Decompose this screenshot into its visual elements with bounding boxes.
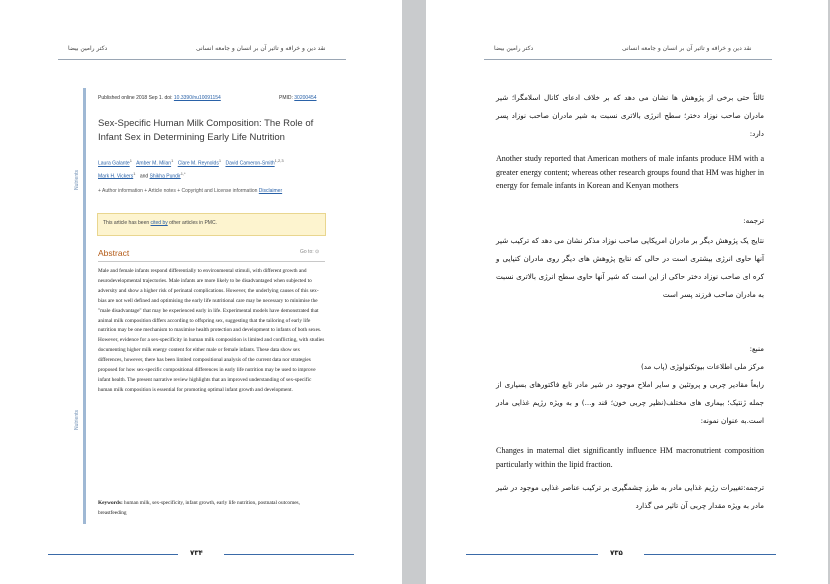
cited-pre: This article has been bbox=[103, 220, 150, 226]
author-affil: 1,* bbox=[180, 170, 186, 176]
disclaimer-link[interactable]: Disclaimer bbox=[258, 188, 283, 194]
keywords bbox=[98, 499, 325, 519]
paragraph-4: ترجمه:تغییرات رژیم غذایی مادر به طرز چشمگیری بر ترکیب عناصر غذایی موجود در شیر مادر به ویژه مقدار چربی آن تاثیر می گذارد bbox=[496, 483, 764, 510]
header-author: دکتر رامین بیضا bbox=[494, 45, 534, 52]
article-side-bar bbox=[83, 88, 86, 524]
paragraph-1: ثالثاً حتی برخی از پژوهش ها نشان می دهد که بر خلاف ادعای کانال اسلامگرا؛ شیر مادران صاحب نوزاد دختر؛ سطح انرژی بالاتری نسبت به شیر مادران صاحب نوزاد پسر دارد: bbox=[496, 93, 764, 138]
author-link[interactable]: Laura Galante bbox=[98, 160, 130, 167]
source-name: مرکز ملی اطلاعات بیوتکنولوژی (پاب مد) bbox=[640, 362, 764, 371]
author-link[interactable]: Clare M. Reynolds bbox=[177, 160, 219, 167]
side-label-bottom: Nutrients bbox=[74, 410, 80, 431]
author-link[interactable]: David Cameron-Smith bbox=[225, 160, 275, 167]
translation-label: ترجمه: bbox=[743, 216, 764, 225]
cited-by-text bbox=[103, 220, 217, 226]
footer-line-left bbox=[48, 554, 178, 555]
page-number: ۷۳۴ bbox=[190, 549, 203, 557]
published-text: Published online 2018 Sep 1. doi: bbox=[98, 95, 173, 101]
source-label: منبع: bbox=[749, 344, 764, 353]
cited-post: other articles in PMC. bbox=[169, 220, 217, 226]
abstract-text: Male and female infants respond differentially to environmental stimuli, with different growth and neurodevelopmental trajectories. Male infants are more likely to be disadvantaged when subjected to adversity and show a higher risk of perinatal complications. However, the underlying causes of this sex-bias are not well defined and optimising the early life nutritional care may be necessary to minimise the "male disadvantage" that may be experienced early in life. Experimental models have demonstrated that animal milk composition differs according to offspring sex, suggesting that the tailoring of early life nutrition may be one mechanism to maximise health protection and development to infants of both sexes. However, evidence for a sex-specificity in human milk composition is limited and conflicting, with studies documenting higher milk energy content for either male or female infants. These data show sex differences, however, there has been limited compositional analysis of the current data nor strategies proposed for how sex-specific compositional differences in early life nutrition may be used to improve infant health. The present narrative review highlights that an improved understanding of sex-specific human milk composition is essential for promoting optimal infant growth and development. bbox=[98, 268, 325, 393]
footer-line-right bbox=[644, 554, 776, 555]
page-number: ۷۳۵ bbox=[610, 549, 623, 557]
abstract-heading: Abstract bbox=[98, 248, 130, 258]
author-link[interactable]: Amber M. Milan bbox=[136, 160, 172, 167]
english-quote-1: Another study reported that American mothers of male infants produce HM with a greater energy content; whereas other research groups found that HM was higher in energy for female infants in Korean and Kenyan mothers bbox=[496, 154, 764, 190]
author-affil: 1 bbox=[129, 158, 132, 163]
and-word: and bbox=[139, 173, 149, 180]
author-affil: 1 bbox=[218, 158, 222, 163]
header-rule bbox=[58, 59, 346, 60]
author-affil: 1 bbox=[133, 170, 136, 176]
author-link[interactable]: Mark H. Vickers bbox=[98, 173, 134, 180]
pmid-label: PMID: bbox=[279, 95, 293, 101]
abstract-rule bbox=[98, 261, 325, 262]
side-label-top: Nutrients bbox=[74, 170, 80, 191]
header-book-title: نقد دین و خرافه و تاثیر آن بر انسان و جامعه انسانی bbox=[622, 45, 752, 52]
pmid-line bbox=[279, 95, 317, 101]
keywords-label: Keywords: bbox=[98, 500, 123, 506]
publication-line bbox=[98, 95, 221, 101]
header-book-title: نقد دین و خرافه و تاثیر آن بر انسان و جامعه انسانی bbox=[196, 45, 326, 52]
footer-line-right bbox=[224, 554, 354, 555]
goto-link[interactable]: Go to: ⊙ bbox=[300, 249, 320, 255]
info-links[interactable]: + Author information + Article notes + Copyright and License information bbox=[98, 188, 258, 194]
author-affil: 1,2,3 bbox=[274, 158, 284, 163]
paragraph-2: نتایج یک پژوهش دیگر بر مادران امریکایی صاحب نوزاد مذکر نشان می دهد که ترکیب شیر آنها حاوی انرژی بیشتری است در حالی که نتایج پژوهش های دیگر روی مادران کنیایی و کره ای صاحب نوزاد دختر حاکی از این است که شیر آنها حاوی سطح انرژی بالاتری نسبت به مادران صاحب فرزند پسر است bbox=[496, 236, 764, 299]
author-affil: 1 bbox=[171, 158, 174, 163]
keywords-text: human milk, sex-specificity, infant growth, early life nutrition, postnatal outcomes, breastfeeding bbox=[98, 500, 300, 516]
footer-line-left bbox=[466, 554, 598, 555]
doi-link[interactable]: 10.3390/nu10091154 bbox=[173, 95, 221, 101]
header-author: دکتر رامین بیضا bbox=[68, 45, 108, 52]
header-rule bbox=[484, 59, 772, 60]
left-page bbox=[0, 0, 402, 584]
article-info-line bbox=[98, 188, 282, 194]
cited-by-notice bbox=[97, 213, 326, 236]
right-page bbox=[426, 0, 828, 584]
english-quote-2: Changes in maternal diet significantly influence HM macronutrient composition particularly within the lipid fraction. bbox=[496, 446, 764, 469]
article-title: Sex-Specific Human Milk Composition: The Role of Infant Sex in Determining Early Life Nutrition bbox=[98, 118, 314, 143]
cited-by-link[interactable]: cited by bbox=[150, 220, 168, 226]
author-list bbox=[98, 156, 328, 181]
pmid-link[interactable]: 30200454 bbox=[294, 95, 317, 101]
author-link[interactable]: Shikha Pundir bbox=[149, 173, 181, 180]
paragraph-3: رابعاً مقادیر چربی و پروتئین و سایر املاح موجود در شیر مادر تابع فاکتورهای بسیاری از جمله ژنتیک؛ بیماری های مختلف(نظیر چربی خون؛ قند و...) و به ویژه رژیم غذایی مادر است.به عنوان نمونه: bbox=[496, 380, 764, 425]
